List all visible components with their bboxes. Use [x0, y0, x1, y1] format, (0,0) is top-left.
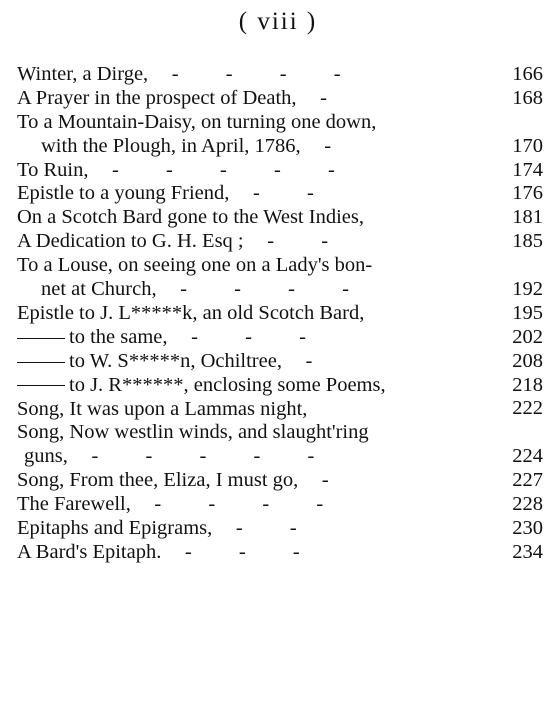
ditto-rule: [17, 362, 65, 363]
leader-dashes: - -: [252, 182, 314, 205]
toc-entry-title: to the same,: [69, 325, 168, 348]
toc-entry: [17, 421, 543, 469]
toc-entry-page-number: 218: [512, 373, 543, 396]
page-number-header: ( viii ): [238, 8, 318, 35]
toc-entry-title: Winter, a Dirge,: [17, 63, 149, 85]
toc-entry: [17, 398, 543, 422]
toc-entry-page-number: 192: [512, 278, 543, 301]
leader-dashes: - -: [235, 516, 297, 539]
toc-entry-title: The Farewell,: [17, 493, 131, 516]
toc-entry: [17, 111, 543, 159]
toc-entry-title: A Prayer in the prospect of Death,: [17, 86, 297, 109]
toc-entry-page-number: 208: [512, 349, 543, 372]
toc-entry-line: [17, 493, 543, 517]
toc-entry-line: [17, 517, 543, 541]
toc-entry-title: Epitaphs and Epigrams,: [17, 516, 213, 539]
toc-entry-continuation: [17, 135, 543, 159]
toc-entry: [17, 254, 543, 302]
toc-entry-page-number: 195: [512, 301, 543, 324]
toc-entry-line: [17, 230, 543, 254]
toc-entry-page-number: 224: [512, 445, 543, 468]
toc-entry-title: To a Mountain-Daisy, on turning one down,: [17, 110, 377, 133]
ditto-rule: [17, 385, 65, 386]
toc-entry: [17, 182, 543, 206]
toc-entry-page-number: 230: [512, 516, 543, 539]
toc-entry-page-number: 202: [512, 325, 543, 348]
toc-entry-page-number: 170: [512, 134, 543, 157]
toc-entry-line: [17, 87, 543, 111]
toc-entry-page-number: 174: [512, 158, 543, 181]
toc-entry-line: [17, 159, 543, 183]
leader-dashes: - - - -: [171, 63, 341, 85]
toc-entry: [17, 469, 543, 493]
leader-dashes: - - -: [191, 325, 306, 348]
leader-dashes: - - - -: [180, 278, 349, 301]
toc-entry-continuation: [17, 278, 543, 302]
toc-entry-page-number: 222: [512, 397, 543, 420]
toc-entry: [17, 374, 543, 398]
leader-dashes: -: [320, 86, 327, 109]
toc-entry-line: [17, 302, 543, 326]
toc-entry: [17, 517, 543, 541]
toc-entry-page-number: 166: [512, 62, 543, 85]
toc-entry: [17, 350, 543, 374]
toc-entry-continuation-text: net at Church,: [41, 278, 157, 301]
toc-entry: [17, 63, 543, 87]
toc-entry-page-number: 234: [512, 540, 543, 563]
toc-entry-page-number: 228: [512, 493, 543, 516]
leader-dashes: - - - -: [154, 493, 324, 516]
toc-entry-line: [17, 421, 543, 445]
toc-entry-line: [17, 374, 543, 398]
toc-entry-page-number: 176: [512, 182, 543, 205]
toc-entry-title: Song, From thee, Eliza, I must go,: [17, 469, 299, 492]
toc-entry-line: [17, 111, 543, 135]
toc-entry-title: Song, Now westlin winds, and slaught'ring: [17, 421, 369, 444]
toc-entry-line: [17, 541, 543, 565]
leader-dashes: - - - - -: [91, 445, 315, 468]
toc-entry: [17, 206, 543, 230]
toc-entry-title: Epistle to a young Friend,: [17, 182, 230, 205]
toc-entry-title: to W. S*****n, Ochiltree,: [69, 349, 282, 372]
leader-dashes: - - -: [184, 540, 300, 563]
toc-entry: [17, 493, 543, 517]
toc-entry-continuation: [17, 445, 543, 469]
toc-entry: [17, 541, 543, 565]
toc-entry-line: [17, 469, 543, 493]
leader-dashes: -: [305, 349, 313, 372]
toc-entry-continuation-text: with the Plough, in April, 1786,: [41, 134, 301, 157]
toc-entry-line: [17, 254, 543, 278]
toc-entry: [17, 326, 543, 350]
toc-entry-title: A Dedication to G. H. Esq ;: [17, 230, 244, 253]
leader-dashes: - -: [267, 230, 329, 253]
toc-entry-page-number: 181: [512, 206, 543, 229]
toc-entry-line: [17, 398, 543, 422]
toc-entry-page-number: 185: [512, 230, 543, 253]
toc-entry: [17, 230, 543, 254]
toc-entry-title: To Ruin,: [17, 158, 89, 181]
leader-dashes: -: [321, 469, 329, 492]
toc-entry-title: Song, It was upon a Lammas night,: [17, 397, 308, 420]
toc-entry-title: to J. R******, enclosing some Poems,: [69, 373, 386, 396]
toc-entry-title: On a Scotch Bard gone to the West Indies,: [17, 206, 364, 229]
leader-dashes: - - - - -: [112, 158, 335, 181]
toc-entry-title: To a Louse, on seeing one on a Lady's bon-: [17, 254, 373, 277]
toc-entry: [17, 87, 543, 111]
toc-entry-page-number: 227: [512, 469, 543, 492]
toc-entry-page-number: 168: [512, 86, 543, 109]
toc-entry-line: [17, 63, 543, 87]
table-of-contents: [17, 63, 543, 565]
toc-entry-line: [17, 206, 543, 230]
toc-entry-line: [17, 326, 543, 350]
toc-entry-title: Epistle to J. L*****k, an old Scotch Bard,: [17, 301, 365, 324]
toc-entry-continuation-text: guns,: [24, 445, 68, 468]
leader-dashes: -: [324, 134, 332, 157]
toc-entry-title: A Bard's Epitaph.: [17, 540, 162, 563]
toc-entry: [17, 159, 543, 183]
ditto-rule: [17, 338, 65, 339]
toc-entry-line: [17, 182, 543, 206]
toc-entry-line: [17, 350, 543, 374]
toc-entry: [17, 302, 543, 326]
